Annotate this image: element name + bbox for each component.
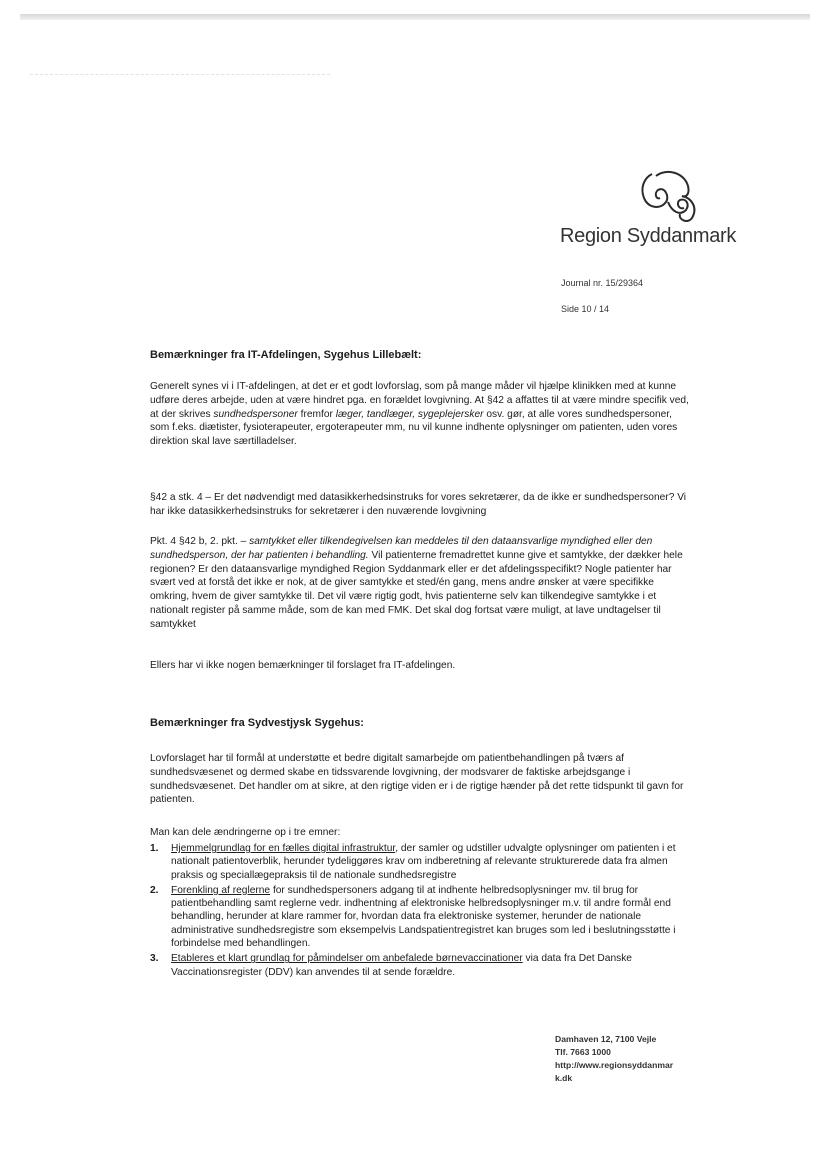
text-run: fremfor <box>297 408 336 420</box>
section2-paragraph1: Lovforslaget har til formål at understøtte et bedre digitalt samarbejde om patientbehandlingen på tværs af sundhedsvæsenet og dermed skabe en tidssvarende lovgivning, der modsvarer de faktiske arbejdsgange i sundhedsvæsenet. Det handler om at sikre, at den rigtige viden er i de rigtige hænder på det rette tidspunkt til gavn for patienten. <box>150 753 684 806</box>
logo-text: Region Syddanmark <box>560 225 737 247</box>
section1-heading: Bemærkninger fra IT-Afdelingen, Sygehus Lillebælt: <box>150 349 422 361</box>
section2-intro: Man kan dele ændringerne op i tre emner: <box>150 827 341 838</box>
list-item <box>150 952 690 979</box>
footer-contact <box>555 1033 675 1085</box>
text-run: Pkt. 4 §42 b, 2. pkt. – <box>150 536 250 547</box>
section1-paragraph1 <box>150 380 690 449</box>
list-item <box>150 884 690 950</box>
list-item-title: Etableres et klart grundlag for påmindelser om anbefalede børnevaccinationer <box>171 953 523 965</box>
list-item <box>150 842 690 882</box>
list-number: 3. <box>150 953 159 965</box>
scan-artifact <box>30 74 330 77</box>
scan-edge <box>20 14 810 20</box>
list-item-text: , der samler og udstiller udvalgte oplysninger om patienten i et nationalt patientoverblik, herunder tydeliggøres krav om indberetning af relevante strukturerede data fra almen praksis og speciallægepraksis til de nationale sundhedsregistre <box>171 843 676 881</box>
italic-run: sundhedspersoner <box>213 408 298 420</box>
list-number: 1. <box>150 843 159 854</box>
footer-phone: Tlf. 7663 1000 <box>555 1047 611 1057</box>
list-item-title: Hjemmelgrundlag for en fælles digital infrastruktur <box>171 843 396 854</box>
section1-paragraph2: §42 a stk. 4 – Er det nødvendigt med datasikkerhedsinstruks for vores sekretærer, da de ikke er sundhedspersoner? Vi har ikke datasikkerhedsinstruks for sekretærer i den nuværende lovgivning <box>150 492 687 517</box>
list-item-text: for sundhedspersoners adgang til at indhente helbredsoplysninger mv. til brug for patientbehandling samt reglerne vedr. indhentning af elektroniske helbredsoplysninger m.v. til andre formål end behandling, herunder at klare rammer for, hvordan data fra elektroniske systemer, herunder de nationale administrative sundhedsregistre som eksempelvis Landspatientregistret kan bruges som led i beslutningsstøtte i forbindelse med behandlingen. <box>171 884 676 950</box>
footer-web: http://www.regionsyddanmark.dk <box>555 1060 674 1083</box>
region-map-icon <box>630 168 710 226</box>
text-run: Generelt synes vi i IT-afdelingen, at det er et godt lovforslag, som på mange måder vil hjælpe klinikken med at kunne udføre deres arbejde, uden at være hindret pga. en forældet lovgivning. At §42 a affattes til at være mindre specifik ved, at der skrives <box>150 381 689 420</box>
page-number: Side 10 / 14 <box>561 304 610 314</box>
section2-heading: Bemærkninger fra Sydvestjysk Sygehus: <box>150 717 364 729</box>
topics-list <box>150 842 690 981</box>
italic-run: læger, tandlæger, sygeplejersker <box>335 408 484 420</box>
text-run: osv. gør, at alle vores sundhedspersoner, som f.eks. diætister, fysioterapeuter, ergoterapeuter mm, nu vil kunne indhente oplysninger om patienten, uden vores direktion skal lave særtilladelser. <box>150 408 678 448</box>
section1-paragraph3 <box>150 535 690 632</box>
section1-paragraph4: Ellers har vi ikke nogen bemærkninger til forslaget fra IT-afdelingen. <box>150 660 456 671</box>
journal-number: Journal nr. 15/29364 <box>561 278 644 288</box>
italic-run: samtykket eller tilkendegivelsen kan meddeles til den dataansvarlige myndighed eller den sundhedsperson, der har patienten i behandling. <box>150 536 653 561</box>
footer-address: Damhaven 12, 7100 Vejle <box>555 1034 657 1044</box>
text-run: Vil patienterne fremadrettet kunne give et samtykke, der dækker hele regionen? Er den dataansvarlige myndighed Region Syddanmark eller er det afdelingsspecifikt? Nogle patienter har svært ved at forstå det ikke er nok, at de giver samtykke et sted/én gang, mens andre ønsker at være specifikke omkring, hvem de giver samtykke til. Det vil være rigtig godt, hvis patienterne selv kan tilkendegive samtykke i et nationalt register på samme måde, som de kan med FMK. Det skal dog fortsat være muligt, at lave undtagelser til samtykket <box>150 549 683 630</box>
region-logo <box>560 168 737 258</box>
list-item-title: Forenkling af reglerne <box>171 884 271 896</box>
list-item-text: via data fra Det Danske Vaccinationsregister (DDV) kan anvendes til at sende forældre. <box>171 953 632 978</box>
list-number: 2. <box>150 884 159 896</box>
